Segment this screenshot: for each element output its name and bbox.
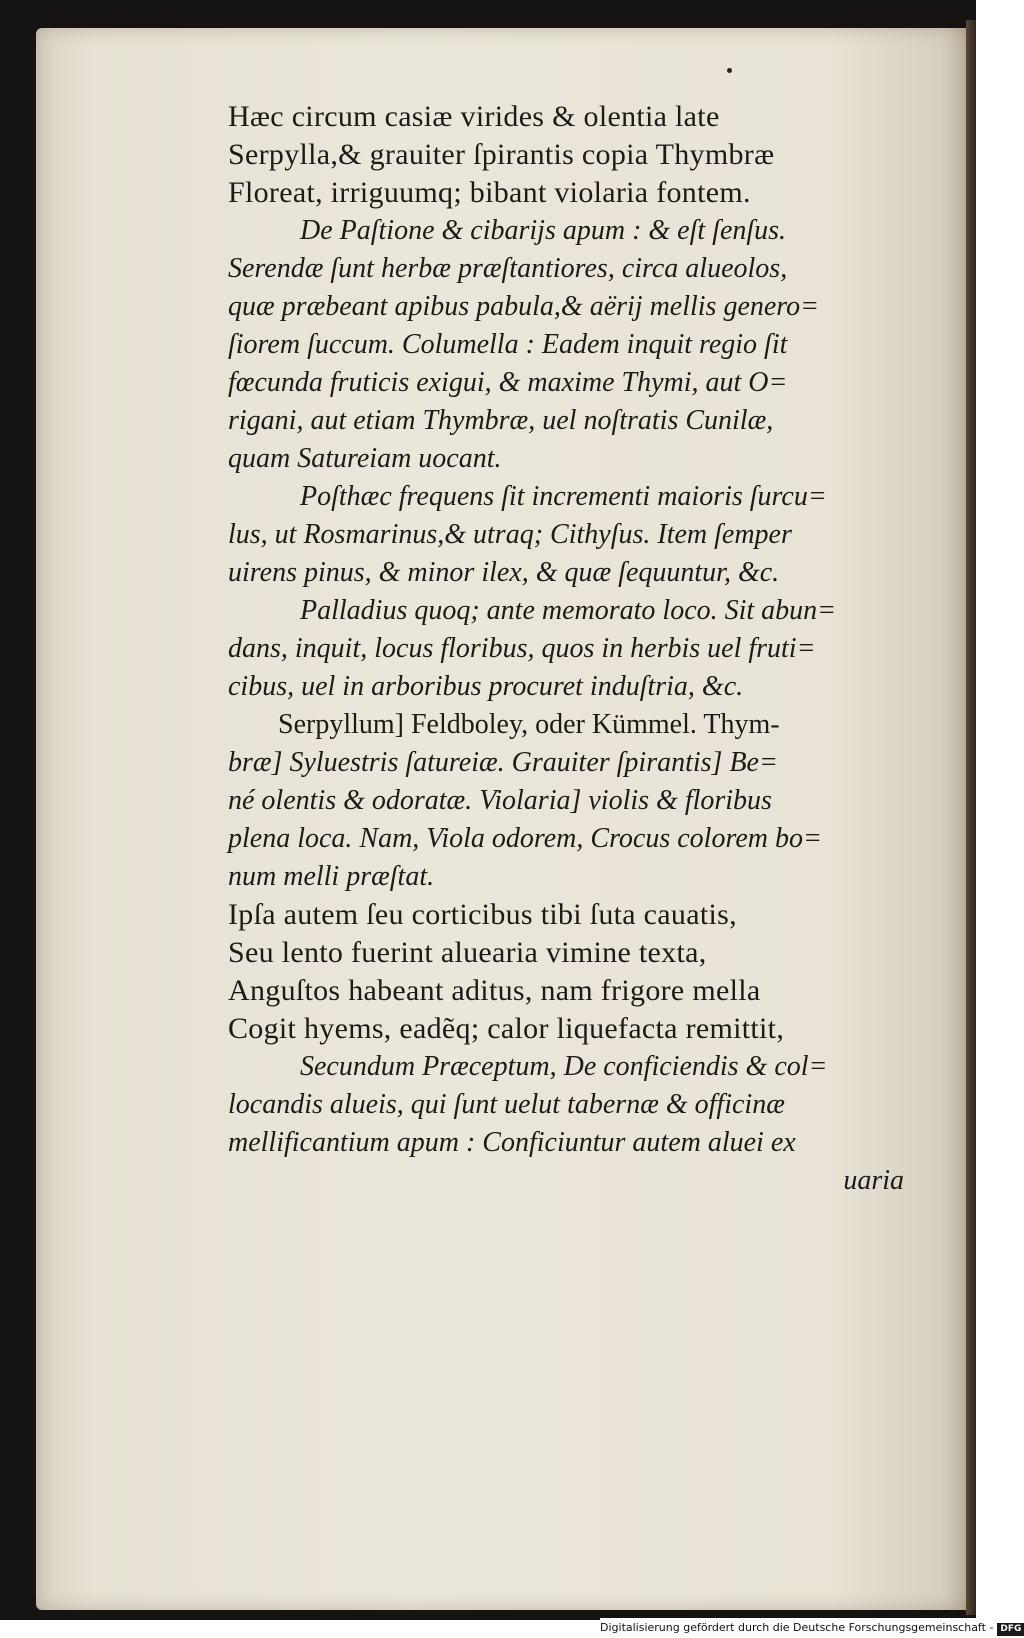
verse-line: Floreat, irriguumq; bibant violaria fontem. — [228, 176, 751, 209]
gloss-line: plena loca. Nam, Viola odorem, Crocus colorem bo= — [228, 823, 822, 854]
page-edge — [966, 20, 976, 1615]
gloss-line: Serpyllum] Feldboley, oder Kümmel. Thym- — [278, 709, 780, 740]
commentary-line: dans, inquit, locus floribus, quos in herbis uel fruti= — [228, 633, 816, 664]
footer-credit — [600, 1618, 1022, 1638]
commentary-line: Palladius quoq; ante memorato loco. Sit abun= — [300, 595, 837, 626]
commentary-line: quæ præbeant apibus pabula,& aërij mellis genero= — [228, 291, 820, 322]
verse-line: Anguſtos habeant aditus, nam frigore mella — [228, 974, 761, 1007]
commentary-line: quam Satureiam uocant. — [228, 443, 502, 474]
commentary-line: uirens pinus, & minor ilex, & quæ ſequuntur, &c. — [228, 557, 780, 588]
dfg-logo: DFG — [997, 1623, 1024, 1636]
verse-line: Hæc circum casiæ virides & olentia late — [228, 100, 720, 133]
verse-line: Ipſa autem ſeu corticibus tibi ſuta cauatis, — [228, 898, 737, 931]
commentary-line: ſiorem ſuccum. Columella : Eadem inquit regio ſit — [228, 329, 788, 360]
commentary-line: locandis alueis, qui ſunt uelut tabernæ & officinæ — [228, 1089, 785, 1120]
gloss-line: bræ] Syluestris ſatureiæ. Grauiter ſpirantis] Be= — [228, 747, 778, 778]
commentary-line: mellificantium apum : Conficiuntur autem aluei ex — [228, 1127, 796, 1158]
page-text — [228, 98, 952, 1200]
commentary-line: rigani, aut etiam Thymbræ, uel noſtratis Cunilæ, — [228, 405, 774, 436]
commentary-line: Serendæ ſunt herbæ præſtantiores, circa alueolos, — [228, 253, 788, 284]
commentary-heading: De Paſtione & cibarijs apum : & eſt ſenſus. — [300, 215, 787, 246]
footer-text: Digitalisierung gefördert durch die Deutsche Forschungsgemeinschaft - — [600, 1621, 994, 1634]
ink-dot — [727, 68, 732, 73]
commentary-heading: Secundum Præceptum, De conficiendis & col= — [300, 1051, 828, 1082]
commentary-line: fœcunda fruticis exigui, & maxime Thymi, aut O= — [228, 367, 788, 398]
gloss-line: né olentis & odoratæ. Violaria] violis & floribus — [228, 785, 772, 816]
catchword: uaria — [843, 1165, 904, 1196]
verse-line: Seu lento fuerint aluearia vimine texta, — [228, 936, 707, 969]
commentary-line: Poſthæc frequens ſit incrementi maioris ſurcu= — [300, 481, 827, 512]
gloss-line: num melli præſtat. — [228, 861, 435, 892]
commentary-line: cibus, uel in arboribus procuret induſtria, &c. — [228, 671, 744, 702]
verse-line: Serpylla,& grauiter ſpirantis copia Thymbræ — [228, 138, 775, 171]
verse-line: Cogit hyems, eadẽq; calor liquefacta remittit, — [228, 1012, 785, 1045]
commentary-line: lus, ut Rosmarinus,& utraq; Cithyſus. Item ſemper — [228, 519, 792, 550]
